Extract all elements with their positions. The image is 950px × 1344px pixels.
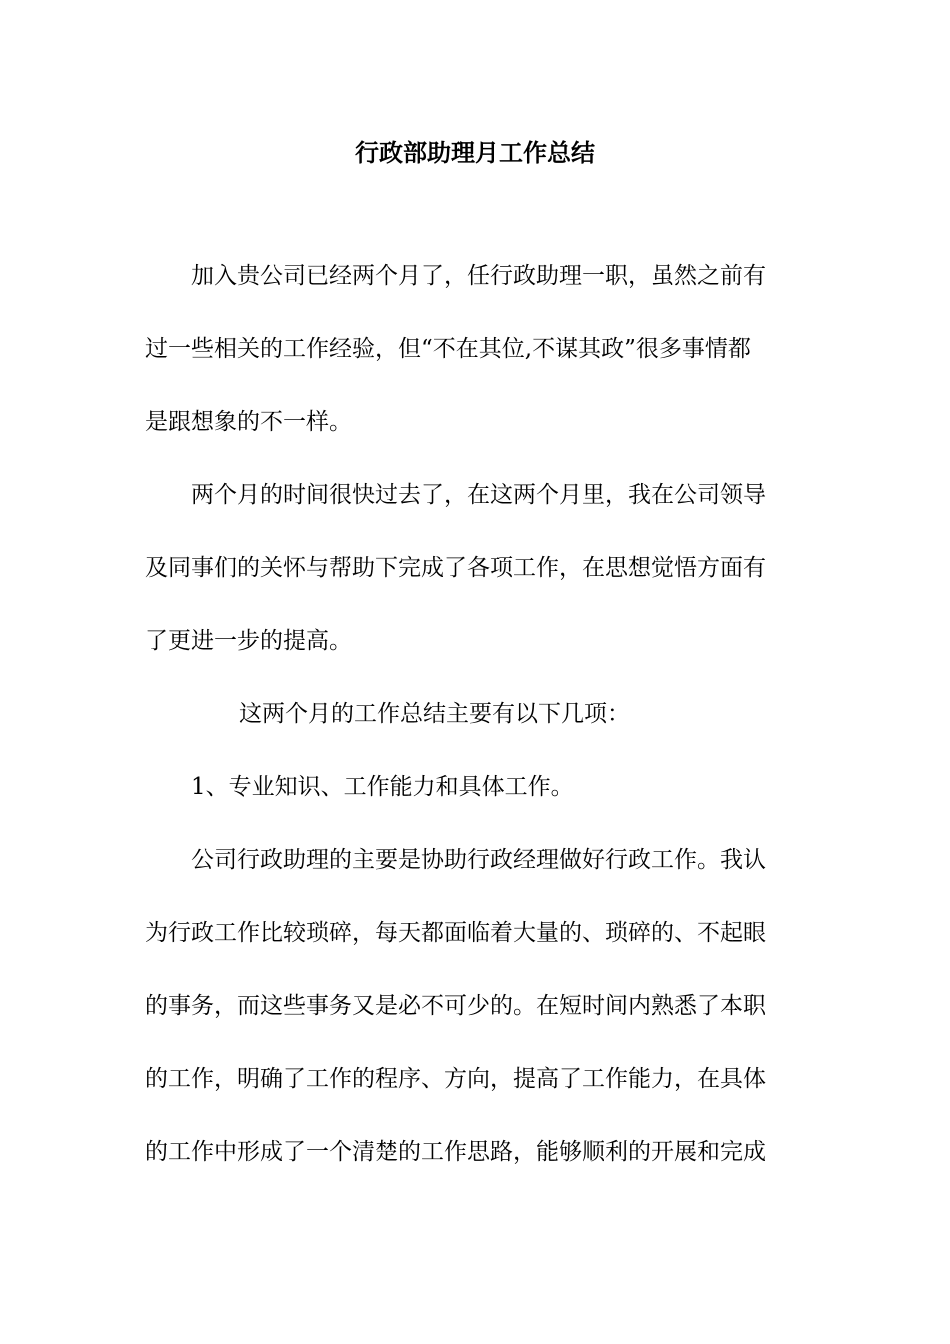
paragraph-line: 的事务，而这些事务又是必不可少的。在短时间内熟悉了本职: [145, 993, 766, 1019]
document-title: 行政部助理月工作总结: [355, 138, 595, 167]
paragraph-line: 过一些相关的工作经验，但“不在其位,不谋其政”很多事情都: [145, 336, 751, 362]
paragraph-line: 了更进一步的提高。: [145, 628, 352, 654]
paragraph-line: 公司行政助理的主要是协助行政经理做好行政工作。我认: [191, 847, 766, 873]
document-body: [145, 240, 807, 1189]
paragraph-line: 是跟想象的不一样。: [145, 409, 352, 435]
paragraph-line: 两个月的时间很快过去了，在这两个月里，我在公司领导: [191, 482, 766, 508]
paragraph-line: 加入贵公司已经两个月了，任行政助理一职，虽然之前有: [191, 263, 766, 289]
section-heading: 1、专业知识、工作能力和具体工作。: [191, 774, 574, 800]
paragraph-line: 为行政工作比较琐碎，每天都面临着大量的、琐碎的、不起眼: [145, 920, 766, 946]
section-intro-line: 这两个月的工作总结主要有以下几项：: [239, 701, 630, 727]
paragraph-line: 的工作中形成了一个清楚的工作思路，能够顺利的开展和完成: [145, 1139, 766, 1165]
paragraph-line: 及同事们的关怀与帮助下完成了各项工作，在思想觉悟方面有: [145, 555, 766, 581]
paragraph-line: 的工作，明确了工作的程序、方向，提高了工作能力，在具体: [145, 1066, 766, 1092]
